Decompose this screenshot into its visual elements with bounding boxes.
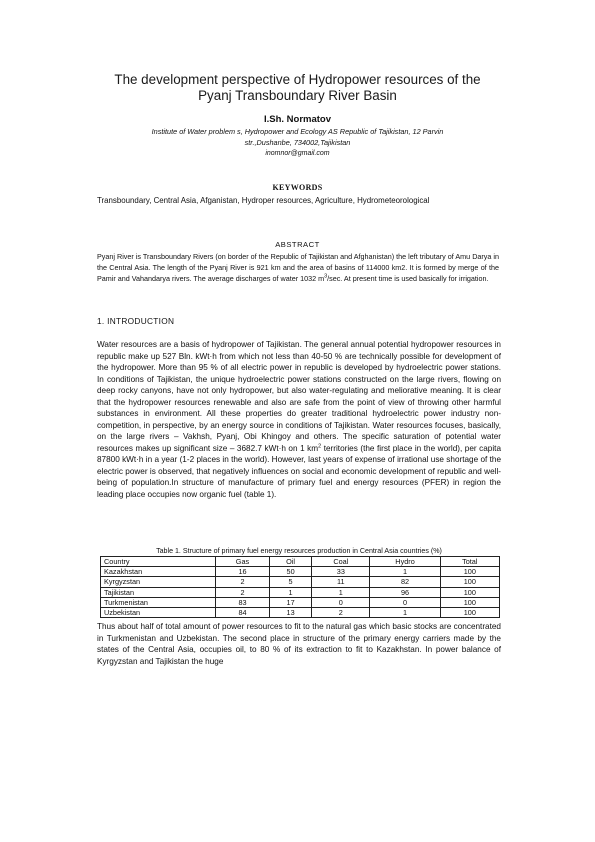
header-hydro: Hydro xyxy=(370,557,440,567)
cell-total: 100 xyxy=(440,577,499,587)
cell-coal: 33 xyxy=(312,567,370,577)
cell-coal: 11 xyxy=(312,577,370,587)
table-caption: Table 1. Structure of primary fuel energy resources production in Central Asia countries (%) xyxy=(156,547,442,555)
cell-country: Kyrgyzstan xyxy=(101,577,216,587)
abstract-tail: /sec. At present time is used basically for irrigation. xyxy=(327,274,489,284)
keywords-heading: KEYWORDS xyxy=(272,183,323,192)
cell-country: Tajikistan xyxy=(101,587,216,597)
header-oil: Oil xyxy=(270,557,312,567)
cell-hydro: 1 xyxy=(370,607,440,617)
cell-total: 100 xyxy=(440,567,499,577)
abstract-heading: ABSTRACT xyxy=(275,240,320,249)
header-country: Country xyxy=(101,557,216,567)
table-row xyxy=(101,567,500,577)
header-total: Total xyxy=(440,557,499,567)
cell-gas: 83 xyxy=(216,597,270,607)
affiliation xyxy=(95,127,500,148)
cell-country: Turkmenistan xyxy=(101,597,216,607)
section-heading-introduction: 1. INTRODUCTION xyxy=(97,316,175,326)
cell-oil: 17 xyxy=(270,597,312,607)
abstract-main: Pyanj River is Transboundary Rivers (on border of the Republic of Tajikistan and Afghanistan) the left tributary of Amu Darya in the Central Asia. The length of the Pyanj River is 921 km and the area of basins of 114000 km2. It is formed by merge of the Pamir and Vahandarya rivers. The average discharges of water 1032 m xyxy=(97,252,499,284)
cell-coal: 2 xyxy=(312,607,370,617)
energy-resources-table xyxy=(100,556,500,618)
title-line-1: The development perspective of Hydropower resources of the xyxy=(114,72,481,87)
author-email: inomnor@gmail.com xyxy=(265,150,330,157)
cell-hydro: 82 xyxy=(370,577,440,587)
cell-total: 100 xyxy=(440,607,499,617)
intro-superscript: 2 xyxy=(318,442,322,449)
intro-text-part-1: Water resources are a basis of hydropower of Tajikistan. The general annual potential hydropower resources in republic make up 527 Bln. kWt·h from which not less than 40-50 % are technically possible for development of the hydropower. More than 95 % of all electric power in republic is developed by hydroelectric power stations. In conditions of Tajikistan, the unique hydroelectric power stations constructed on the large rivers, flowing on deep rocky canyons, have not only hydropower, but also water-regulating and meliorative meaning. It is clear that the hydropower resources renewable and also are safe from the point of view of throwing other harmful substances in environment. All these properties do greater traditional hydroelectric power industry non-competition, in perspective, by an energy source in conditions of Tajikistan. Water resources focuses, basically, on the large rivers – Vakhsh, Pyanj, Obi Khingoy and others. The specific saturation of potential water resources makes up significant size – 3682.7 kWt·h on 1 km xyxy=(97,340,501,453)
cell-total: 100 xyxy=(440,597,499,607)
table-header-row xyxy=(101,557,500,567)
cell-country: Kazakhstan xyxy=(101,567,216,577)
paper-title xyxy=(60,72,535,104)
cell-country: Uzbekistan xyxy=(101,607,216,617)
cell-oil: 1 xyxy=(270,587,312,597)
keywords-text: Transboundary, Central Asia, Afganistan, Hydroper resources, Agriculture, Hydrometeorological xyxy=(97,196,430,205)
cell-oil: 13 xyxy=(270,607,312,617)
table-row xyxy=(101,587,500,597)
affiliation-line-1: Institute of Water problem s, Hydropower and Ecology AS Republic of Tajikistan, 12 Parvin xyxy=(151,127,444,136)
abstract-superscript: 3 xyxy=(324,274,328,281)
title-line-2: Pyanj Transboundary River Basin xyxy=(198,88,397,103)
abstract-text xyxy=(97,251,499,285)
cell-oil: 50 xyxy=(270,567,312,577)
table-row xyxy=(101,577,500,587)
header-coal: Coal xyxy=(312,557,370,567)
cell-total: 100 xyxy=(440,587,499,597)
introduction-paragraph xyxy=(97,339,501,500)
cell-hydro: 96 xyxy=(370,587,440,597)
affiliation-line-2: str.,Dushanbe, 734002,Tajikistan xyxy=(244,137,351,147)
cell-gas: 84 xyxy=(216,607,270,617)
intro-text-part-2: territories (the first place in the world), per capita 87800 kWt·h in a year (1-2 places in the world). However, last years of expense of irrational use shortage of the electric power is observed, that negatively influences on social and economic development of republic and well-being of population.In structure of manufacture of primary fuel and energy resources (PFER) in region the leading place occupies now organic fuel (table 1). xyxy=(97,443,502,499)
header-gas: Gas xyxy=(216,557,270,567)
author-name: I.Sh. Normatov xyxy=(263,114,332,125)
cell-coal: 1 xyxy=(312,587,370,597)
cell-gas: 2 xyxy=(216,587,270,597)
cell-oil: 5 xyxy=(270,577,312,587)
cell-gas: 2 xyxy=(216,577,270,587)
post-table-paragraph: Thus about half of total amount of power resources to fit to the natural gas which basic stocks are concentrated in Turkmenistan and Uzbekistan. The second place in structure of the primary energy carriers made by the states of the Central Asia, occupies oil, to 80 % of its extraction to fit to Kazakhstan. In power balance of Kyrgyzstan and Tajikistan the huge xyxy=(97,622,501,666)
table-row xyxy=(101,607,500,617)
cell-hydro: 1 xyxy=(370,567,440,577)
cell-coal: 0 xyxy=(312,597,370,607)
table-row xyxy=(101,597,500,607)
cell-hydro: 0 xyxy=(370,597,440,607)
cell-gas: 16 xyxy=(216,567,270,577)
